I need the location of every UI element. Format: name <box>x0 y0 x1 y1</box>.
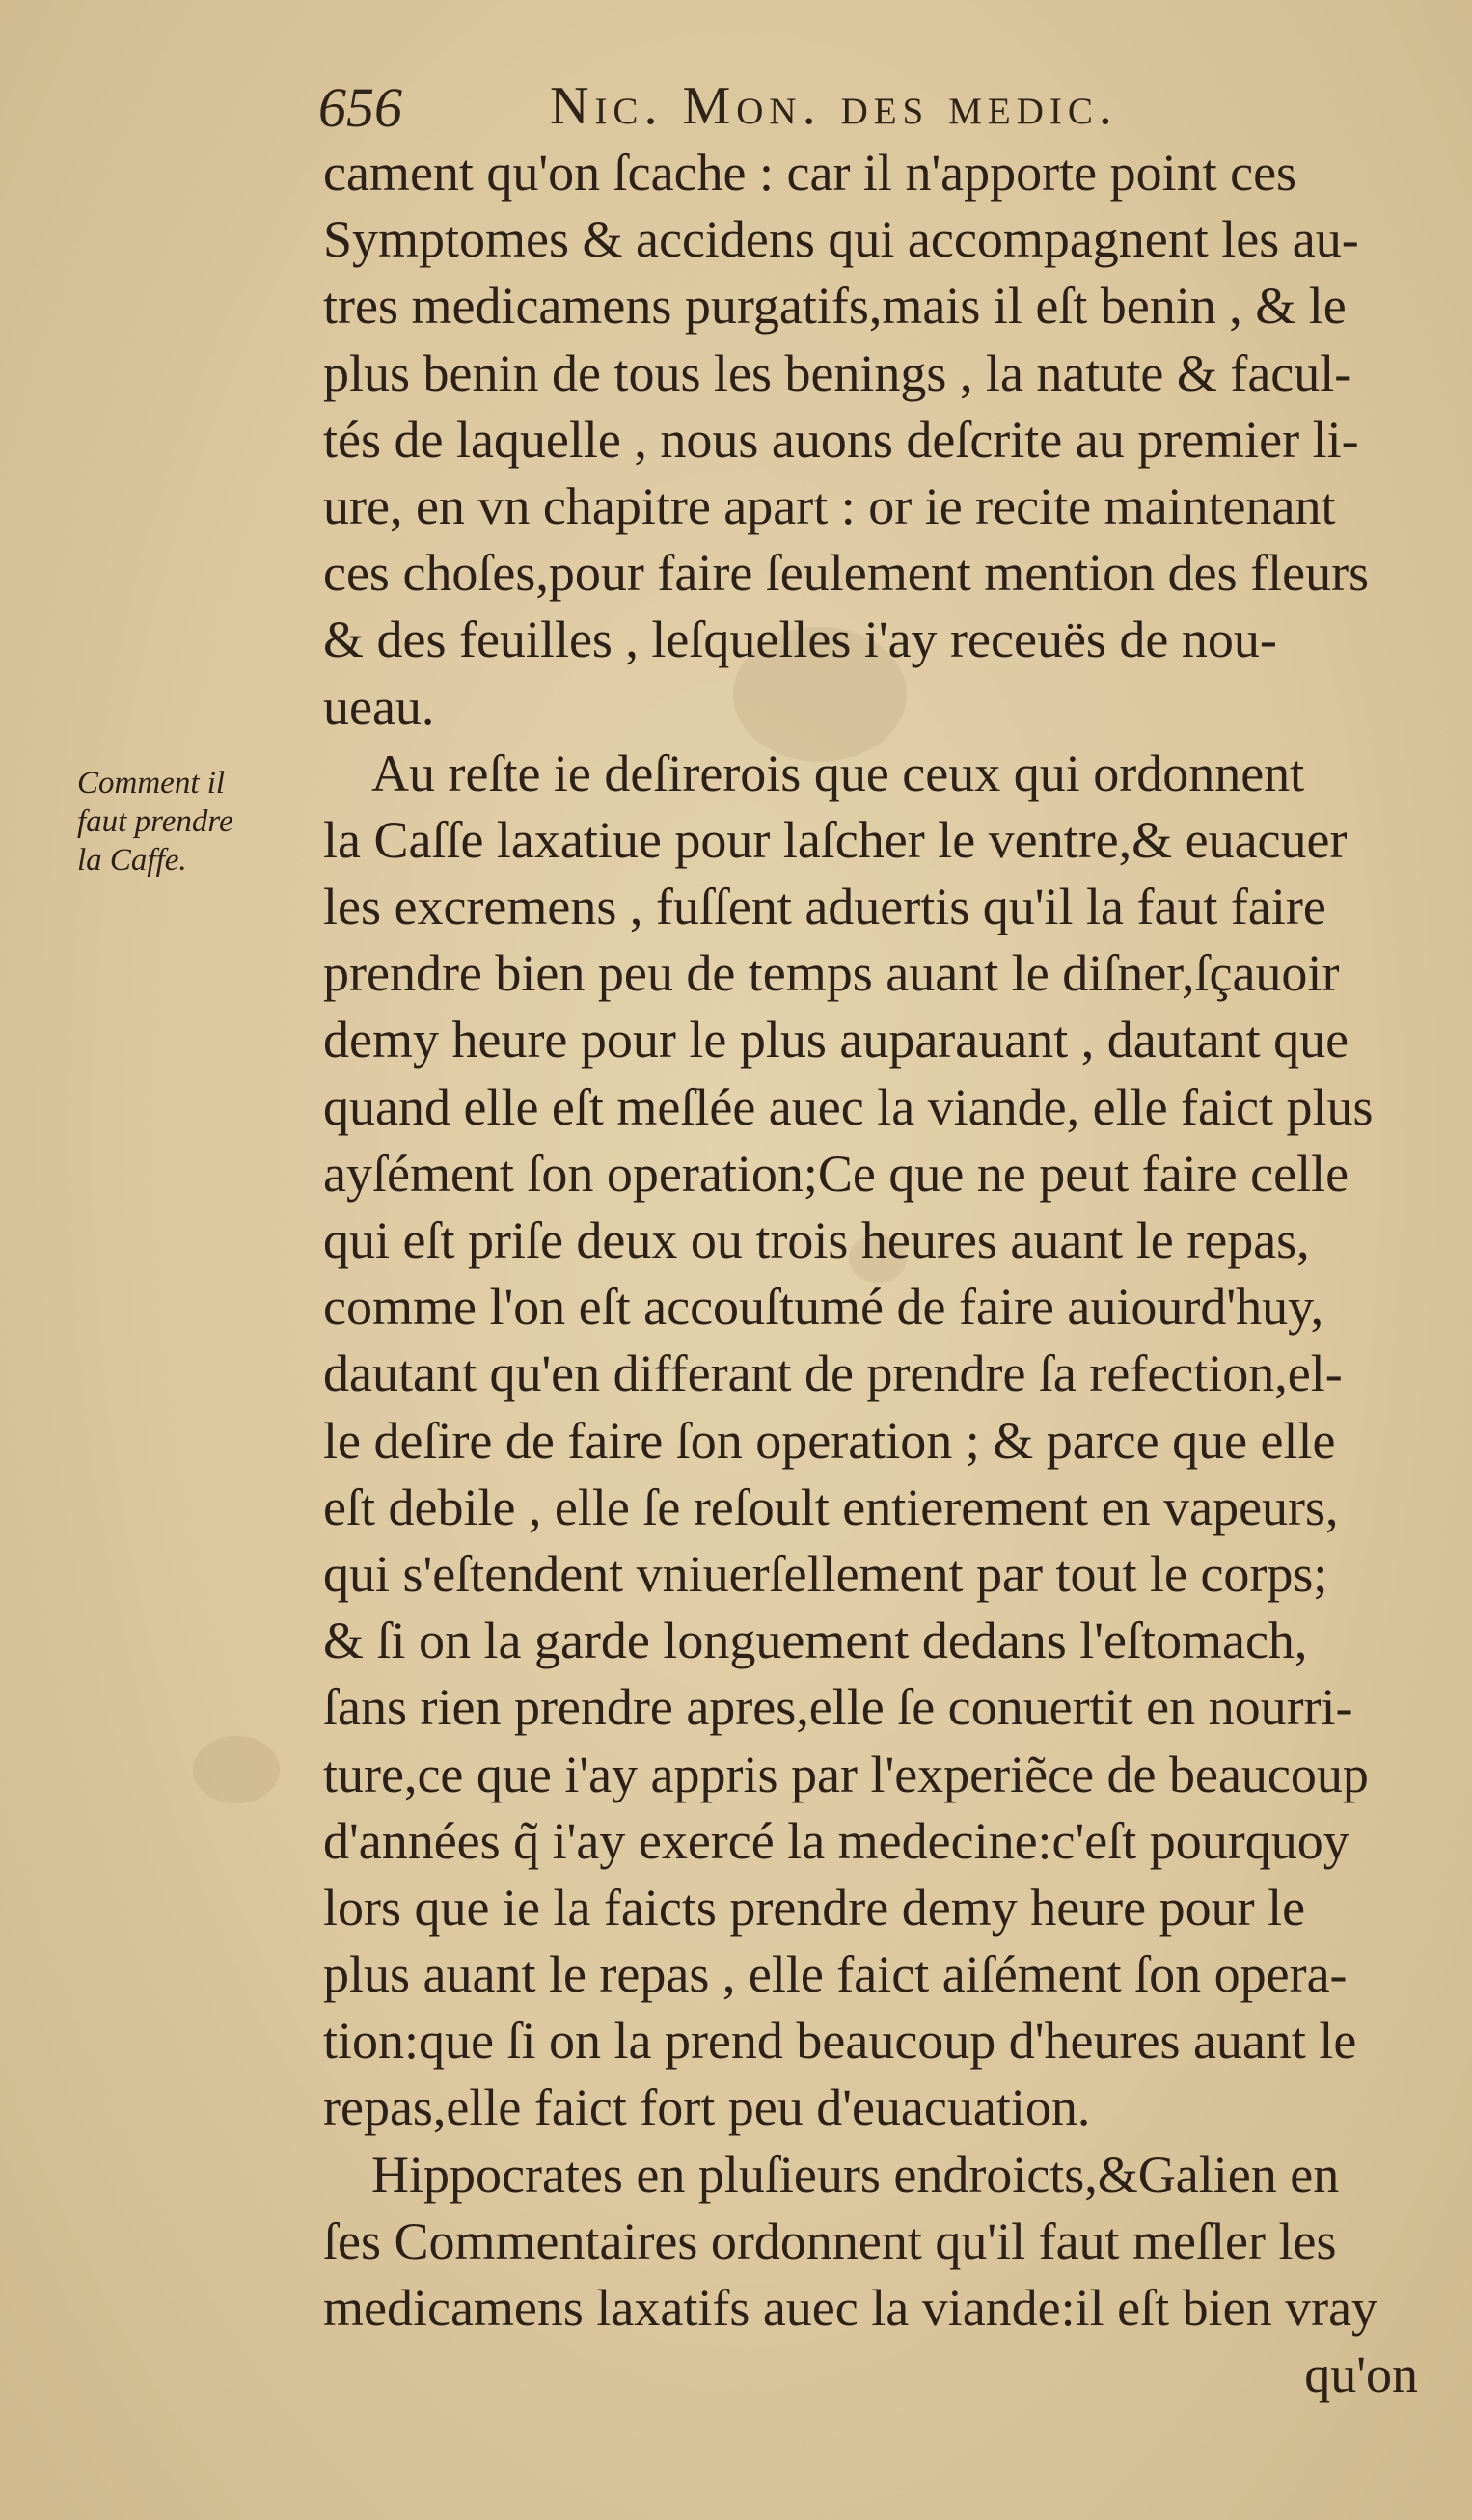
body-text <box>323 140 1428 2408</box>
text-line: les excremens , fuſſent aduertis qu'il la faut faire <box>323 878 1326 936</box>
marginal-note <box>77 764 318 880</box>
text-line: ure, en vn chapitre apart : or ie recite maintenant <box>323 476 1336 535</box>
text-line: & des feuilles , leſquelles i'ay receuës de nou- <box>323 610 1277 669</box>
paragraph-start-line: Au reſte ie deſirerois que ceux qui ordonnent <box>371 744 1305 802</box>
text-line: tion:que ſi on la prend beaucoup d'heures auant le <box>323 2012 1357 2071</box>
text-line: ſans rien prendre apres,elle ſe conuertit en nourri- <box>323 1678 1353 1737</box>
text-line: medicamens laxatifs auec la viande:il eſt bien vray <box>323 2279 1378 2337</box>
text-line: tés de laquelle , nous auons deſcrite au premier li- <box>323 410 1359 469</box>
text-line: qui eſt priſe deux ou trois heures auant le repas, <box>323 1211 1310 1269</box>
text-line: & ſi on la garde longuement dedans l'eſtomach, <box>323 1612 1308 1670</box>
text-line: cament qu'on ſcache : car il n'apporte point ces <box>323 144 1297 202</box>
text-line: ueau. <box>323 677 435 736</box>
text-line: plus auant le repas , elle faict aiſément ſon opera- <box>323 1945 1348 2004</box>
page-number: 656 <box>318 76 402 139</box>
text-line: qui s'eſtendent vniuerſellement par tout le corps; <box>323 1544 1328 1603</box>
text-line: le deſire de faire ſon operation ; & parce que elle <box>323 1411 1336 1470</box>
text-line: quand elle eſt meſlée auec la viande, elle faict plus <box>323 1077 1374 1136</box>
text-line: dautant qu'en differant de prendre ſa refection,el- <box>323 1344 1343 1403</box>
running-title: Nic. Mon. des medic. <box>550 76 1118 136</box>
marginal-note-line: la Caffe. <box>77 843 187 878</box>
text-line: ture,ce que i'ay appris par l'experiẽce de beaucoup <box>323 1745 1369 1803</box>
text-line: plus benin de tous les benings , la natute & facul- <box>323 343 1352 402</box>
text-line: prendre bien peu de temps auant le diſner,ſçauoir <box>323 944 1340 1003</box>
text-line: Symptomes & accidens qui accompagnent les au- <box>323 210 1359 269</box>
text-line: d'années q̃ i'ay exercé la medecine:c'eſt pourquoy <box>323 1811 1349 1870</box>
text-line: ces choſes,pour faire ſeulement mention des fleurs <box>323 544 1370 603</box>
paragraph-start-line: Hippocrates en pluſieurs endroicts,&Galien en <box>371 2145 1340 2204</box>
text-line: ayſément ſon operation;Ce que ne peut faire celle <box>323 1144 1349 1203</box>
catchword: qu'on <box>1304 2345 1418 2404</box>
text-line: la Caſſe laxatiue pour laſcher le ventre,& euacuer <box>323 810 1348 869</box>
marginal-note-line: faut prendre <box>77 804 233 839</box>
text-line: demy heure pour le plus auparauant , dautant que <box>323 1011 1349 1070</box>
paper-stain <box>193 1736 280 1803</box>
marginal-note-line: Comment il <box>77 766 226 800</box>
text-line: comme l'on eſt accouſtumé de faire auiourd'huy, <box>323 1278 1324 1337</box>
text-line: lors que ie la faicts prendre demy heure pour le <box>323 1878 1306 1937</box>
text-line: tres medicamens purgatifs,mais il eſt benin , & le <box>323 277 1347 336</box>
text-line: eſt debile , elle ſe reſoult entierement en vapeurs, <box>323 1477 1339 1536</box>
text-line: ſes Commentaires ordonnent qu'il faut meſler les <box>323 2211 1337 2270</box>
text-line: repas,elle faict fort peu d'euacuation. <box>323 2078 1091 2137</box>
